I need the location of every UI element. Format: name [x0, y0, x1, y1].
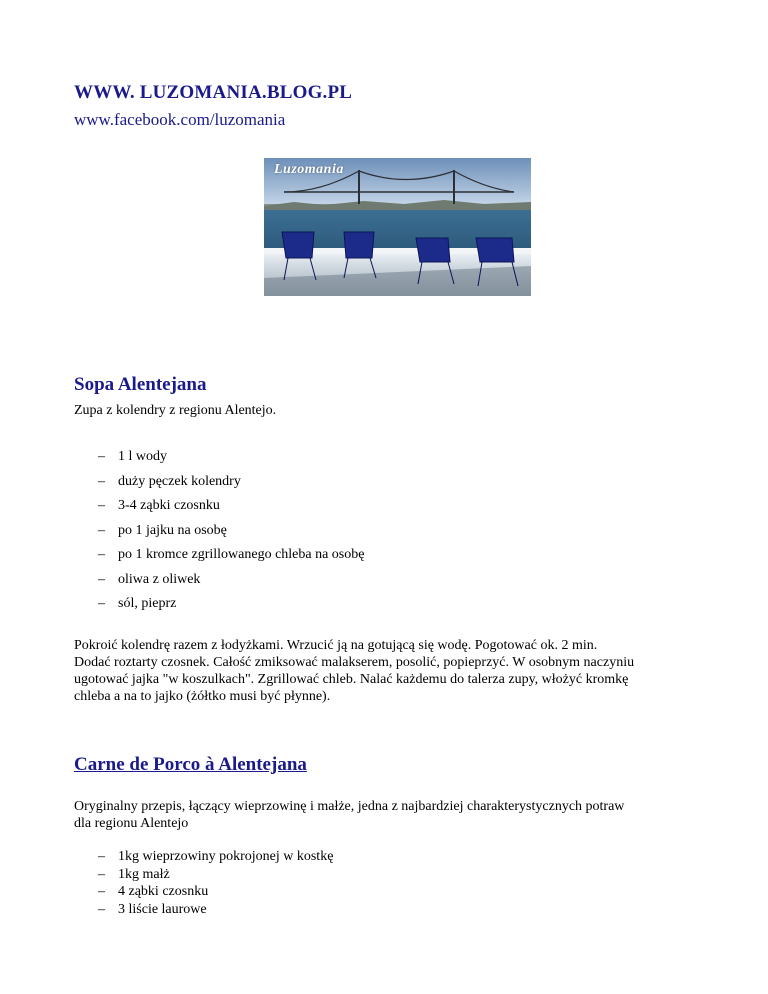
list-dash: – [98, 849, 105, 864]
ingredient: oliwa z oliwek [118, 571, 201, 587]
list-dash: – [98, 473, 105, 489]
ingredient: 1 l wody [118, 449, 167, 464]
ingredient: 1kg wieprzowiny pokrojonej w kostkę [118, 849, 334, 864]
list-dash: – [98, 449, 105, 464]
recipe1-intro: Zupa z kolendry z regionu Alentejo. [74, 403, 277, 418]
list-dash: – [98, 901, 105, 917]
blog-title: WWW. LUZOMANIA.BLOG.PL [74, 82, 353, 103]
ingredient: 4 ząbki czosnku [118, 884, 209, 899]
recipe1-title: Sopa Alentejana [74, 374, 207, 395]
list-dash: – [98, 571, 105, 587]
ingredient: po 1 kromce zgrillowanego chleba na osobę [118, 547, 365, 562]
ingredient: po 1 jajku na osobę [118, 522, 227, 538]
list-dash: – [98, 866, 105, 882]
ingredient: duży pęczek kolendry [118, 473, 241, 489]
list-dash: – [98, 547, 105, 562]
list-dash: – [98, 884, 105, 899]
facebook-link[interactable]: www.facebook.com/luzomania [74, 110, 286, 129]
instruction-line: chleba a na to jajko (żółtko musi być płynne). [74, 689, 331, 704]
list-dash: – [98, 498, 105, 513]
ingredient: 3-4 ząbki czosnku [118, 498, 220, 513]
photo-illustration [264, 158, 531, 296]
ingredient: sól, pieprz [118, 596, 177, 611]
instruction-line: Pokroić kolendrę razem z łodyżkami. Wrzucić ją na gotującą się wodę. Pogotować ok. 2 min. [74, 638, 598, 653]
list-dash: – [98, 522, 105, 538]
ingredient: 1kg małż [118, 866, 170, 882]
photo-caption: Luzomania [274, 162, 344, 177]
instruction-line: ugotować jajka "w koszulkach". Zgrillować chleb. Nalać każdemu do talerza zupy, włożyć kromkę [74, 672, 629, 687]
list-dash: – [98, 596, 105, 611]
header-photo [264, 158, 531, 296]
recipe2-title[interactable]: Carne de Porco à Alentejana [74, 754, 307, 775]
recipe2-intro [74, 798, 714, 832]
recipe1-instructions [74, 637, 694, 705]
ingredient: 3 liście laurowe [118, 901, 207, 917]
intro-line: Oryginalny przepis, łączący wieprzowinę i małże, jedna z najbardziej charakterystycznych potraw [74, 799, 625, 814]
intro-line: dla regionu Alentejo [74, 816, 189, 831]
instruction-line: Dodać roztarty czosnek. Całość zmiksować malakserem, posolić, popieprzyć. W osobnym naczyniu [74, 655, 635, 670]
